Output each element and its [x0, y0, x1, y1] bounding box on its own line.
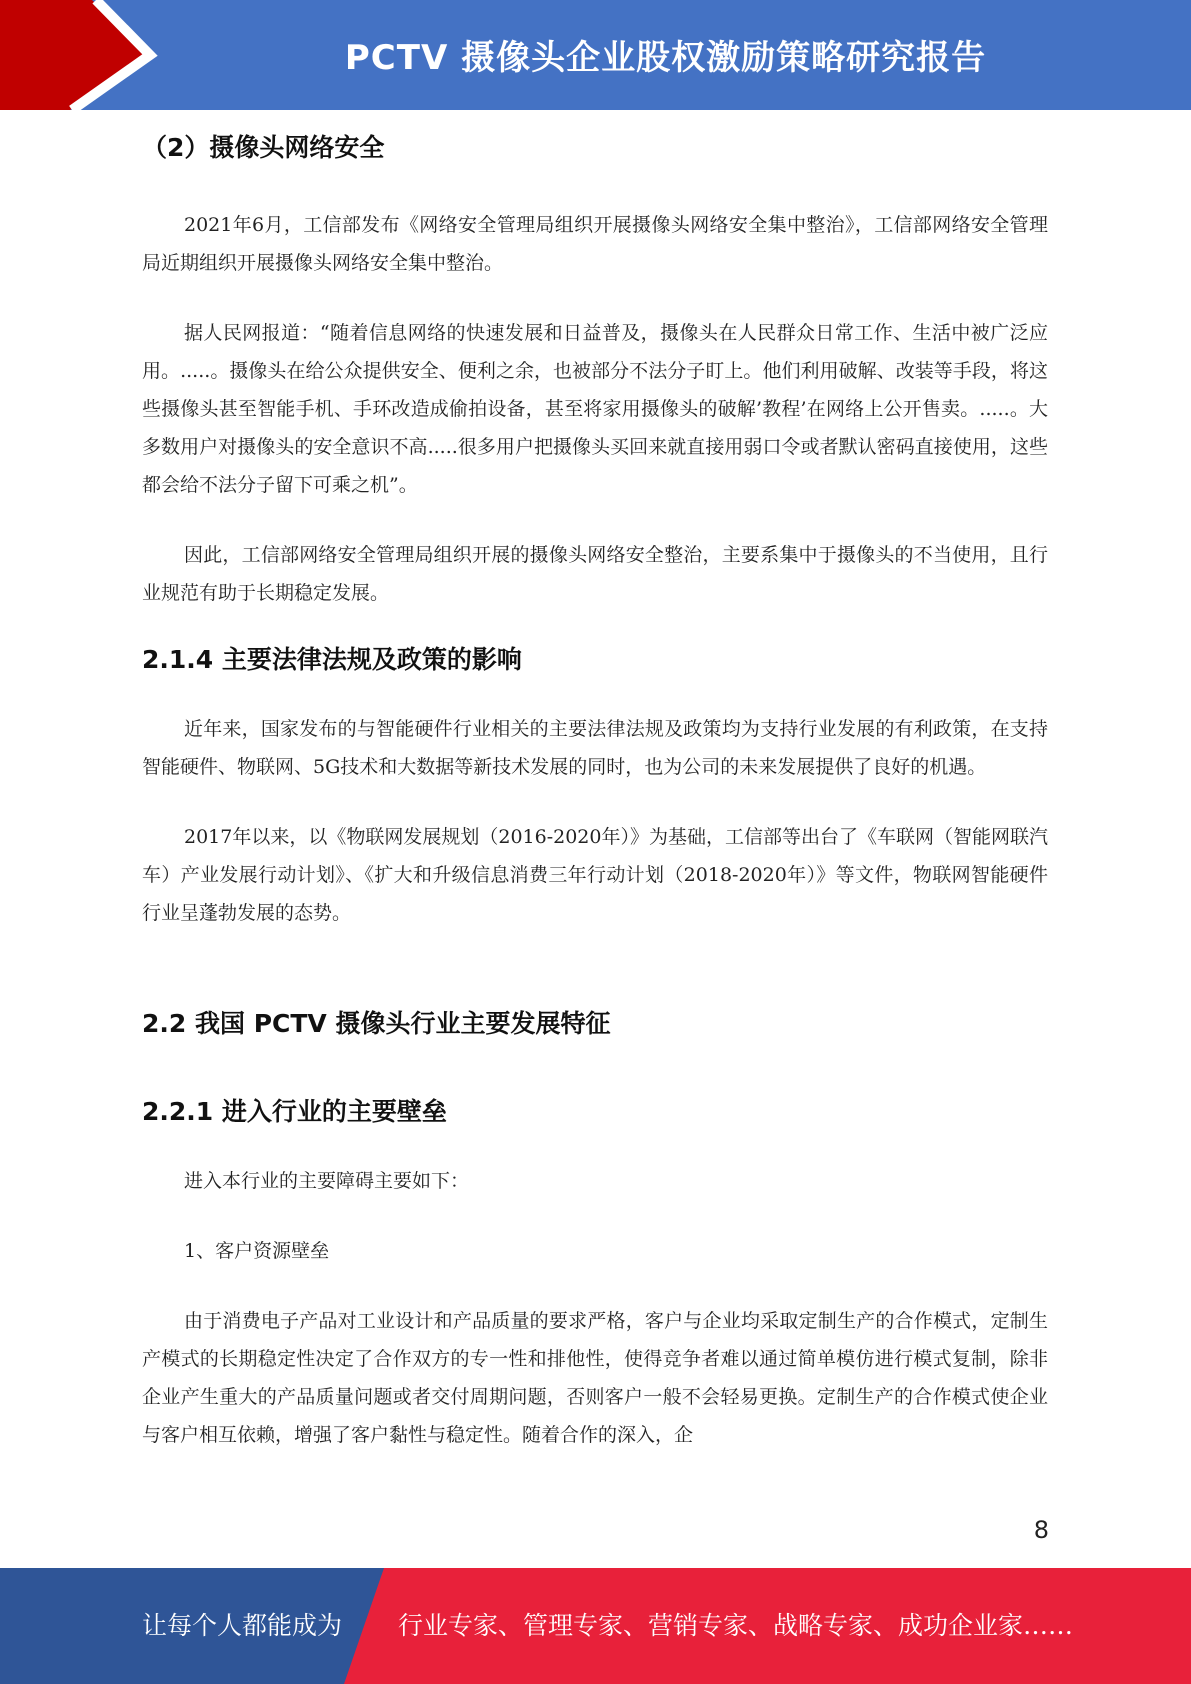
footer-slogan-left: 让每个人都能成为 — [142, 1611, 343, 1640]
page-footer — [0, 1568, 1191, 1684]
report-title: PCTV 摄像头企业股权激励策略研究报告 — [344, 38, 987, 78]
page-number: 8 — [1033, 1516, 1049, 1544]
page-content — [142, 128, 1048, 1454]
red-chevron-shape — [0, 0, 150, 110]
section-heading-2-1-4: 2.1.4 主要法律法规及政策的影响 — [142, 645, 522, 674]
paragraph-barriers-intro: 进入本行业的主要障碍主要如下： — [184, 1170, 470, 1192]
paragraph-customer-barrier-title: 1、客户资源壁垒 — [184, 1240, 330, 1262]
section-heading-2-2: 2.2 我国 PCTV 摄像头行业主要发展特征 — [142, 1009, 611, 1038]
paragraph-iot-plan: 2017年以来，以《物联网发展规划（2016-2020年）》为基础，工信部等出台了《车联网（智能网联汽车）产业发展行动计划》、《扩大和升级信息消费三年行动计划（2018-2020年）》等文件，物联网智能硬件行业呈蓬勃发展的态势。 — [142, 826, 1048, 924]
footer-slogan-right: 行业专家、管理专家、营销专家、战略专家、成功企业家…… — [398, 1611, 1074, 1640]
section-heading-2-2-1: 2.2.1 进入行业的主要壁垒 — [142, 1097, 447, 1126]
section-heading-camera-security: （2）摄像头网络安全 — [142, 133, 385, 162]
paragraph-customer-barrier-body: 由于消费电子产品对工业设计和产品质量的要求严格，客户与企业均采取定制生产的合作模式，定制生产模式的长期稳定性决定了合作双方的专一性和排他性，使得竞争者难以通过简单模仿进行模式复制，除非企业产生重大的产品质量问题或者交付周期问题，否则客户一般不会轻易更换。定制生产的合作模式使企业与客户相互依赖，增强了客户黏性与稳定性。随着合作的深入，企 — [142, 1310, 1048, 1446]
paragraph-regulation-notice: 2021年6月，工信部发布《网络安全管理局组织开展摄像头网络安全集中整治》，工信部网络安全管理局近期组织开展摄像头网络安全集中整治。 — [142, 214, 1048, 274]
paragraph-conclusion: 因此，工信部网络安全管理局组织开展的摄像头网络安全整治，主要系集中于摄像头的不当使用，且行业规范有助于长期稳定发展。 — [142, 544, 1048, 604]
page-header — [0, 0, 1191, 110]
paragraph-policy-support: 近年来，国家发布的与智能硬件行业相关的主要法律法规及政策均为支持行业发展的有利政策，在支持智能硬件、物联网、5G技术和大数据等新技术发展的同时，也为公司的未来发展提供了良好的机遇。 — [142, 718, 1048, 778]
paragraph-people-daily-quote: 据人民网报道：“随着信息网络的快速发展和日益普及，摄像头在人民群众日常工作、生活中被广泛应用。.....。摄像头在给公众提供安全、便利之余，也被部分不法分子盯上。他们利用破解、改装等手段，将这些摄像头甚至智能手机、手环改造成偷拍设备，甚至将家用摄像头的破解’教程’在网络上公开售卖。.....。大多数用户对摄像头的安全意识不高.....很多用户把摄像头买回来就直接用弱口令或者默认密码直接使用，这些都会给不法分子留下可乘之机”。 — [142, 322, 1048, 496]
